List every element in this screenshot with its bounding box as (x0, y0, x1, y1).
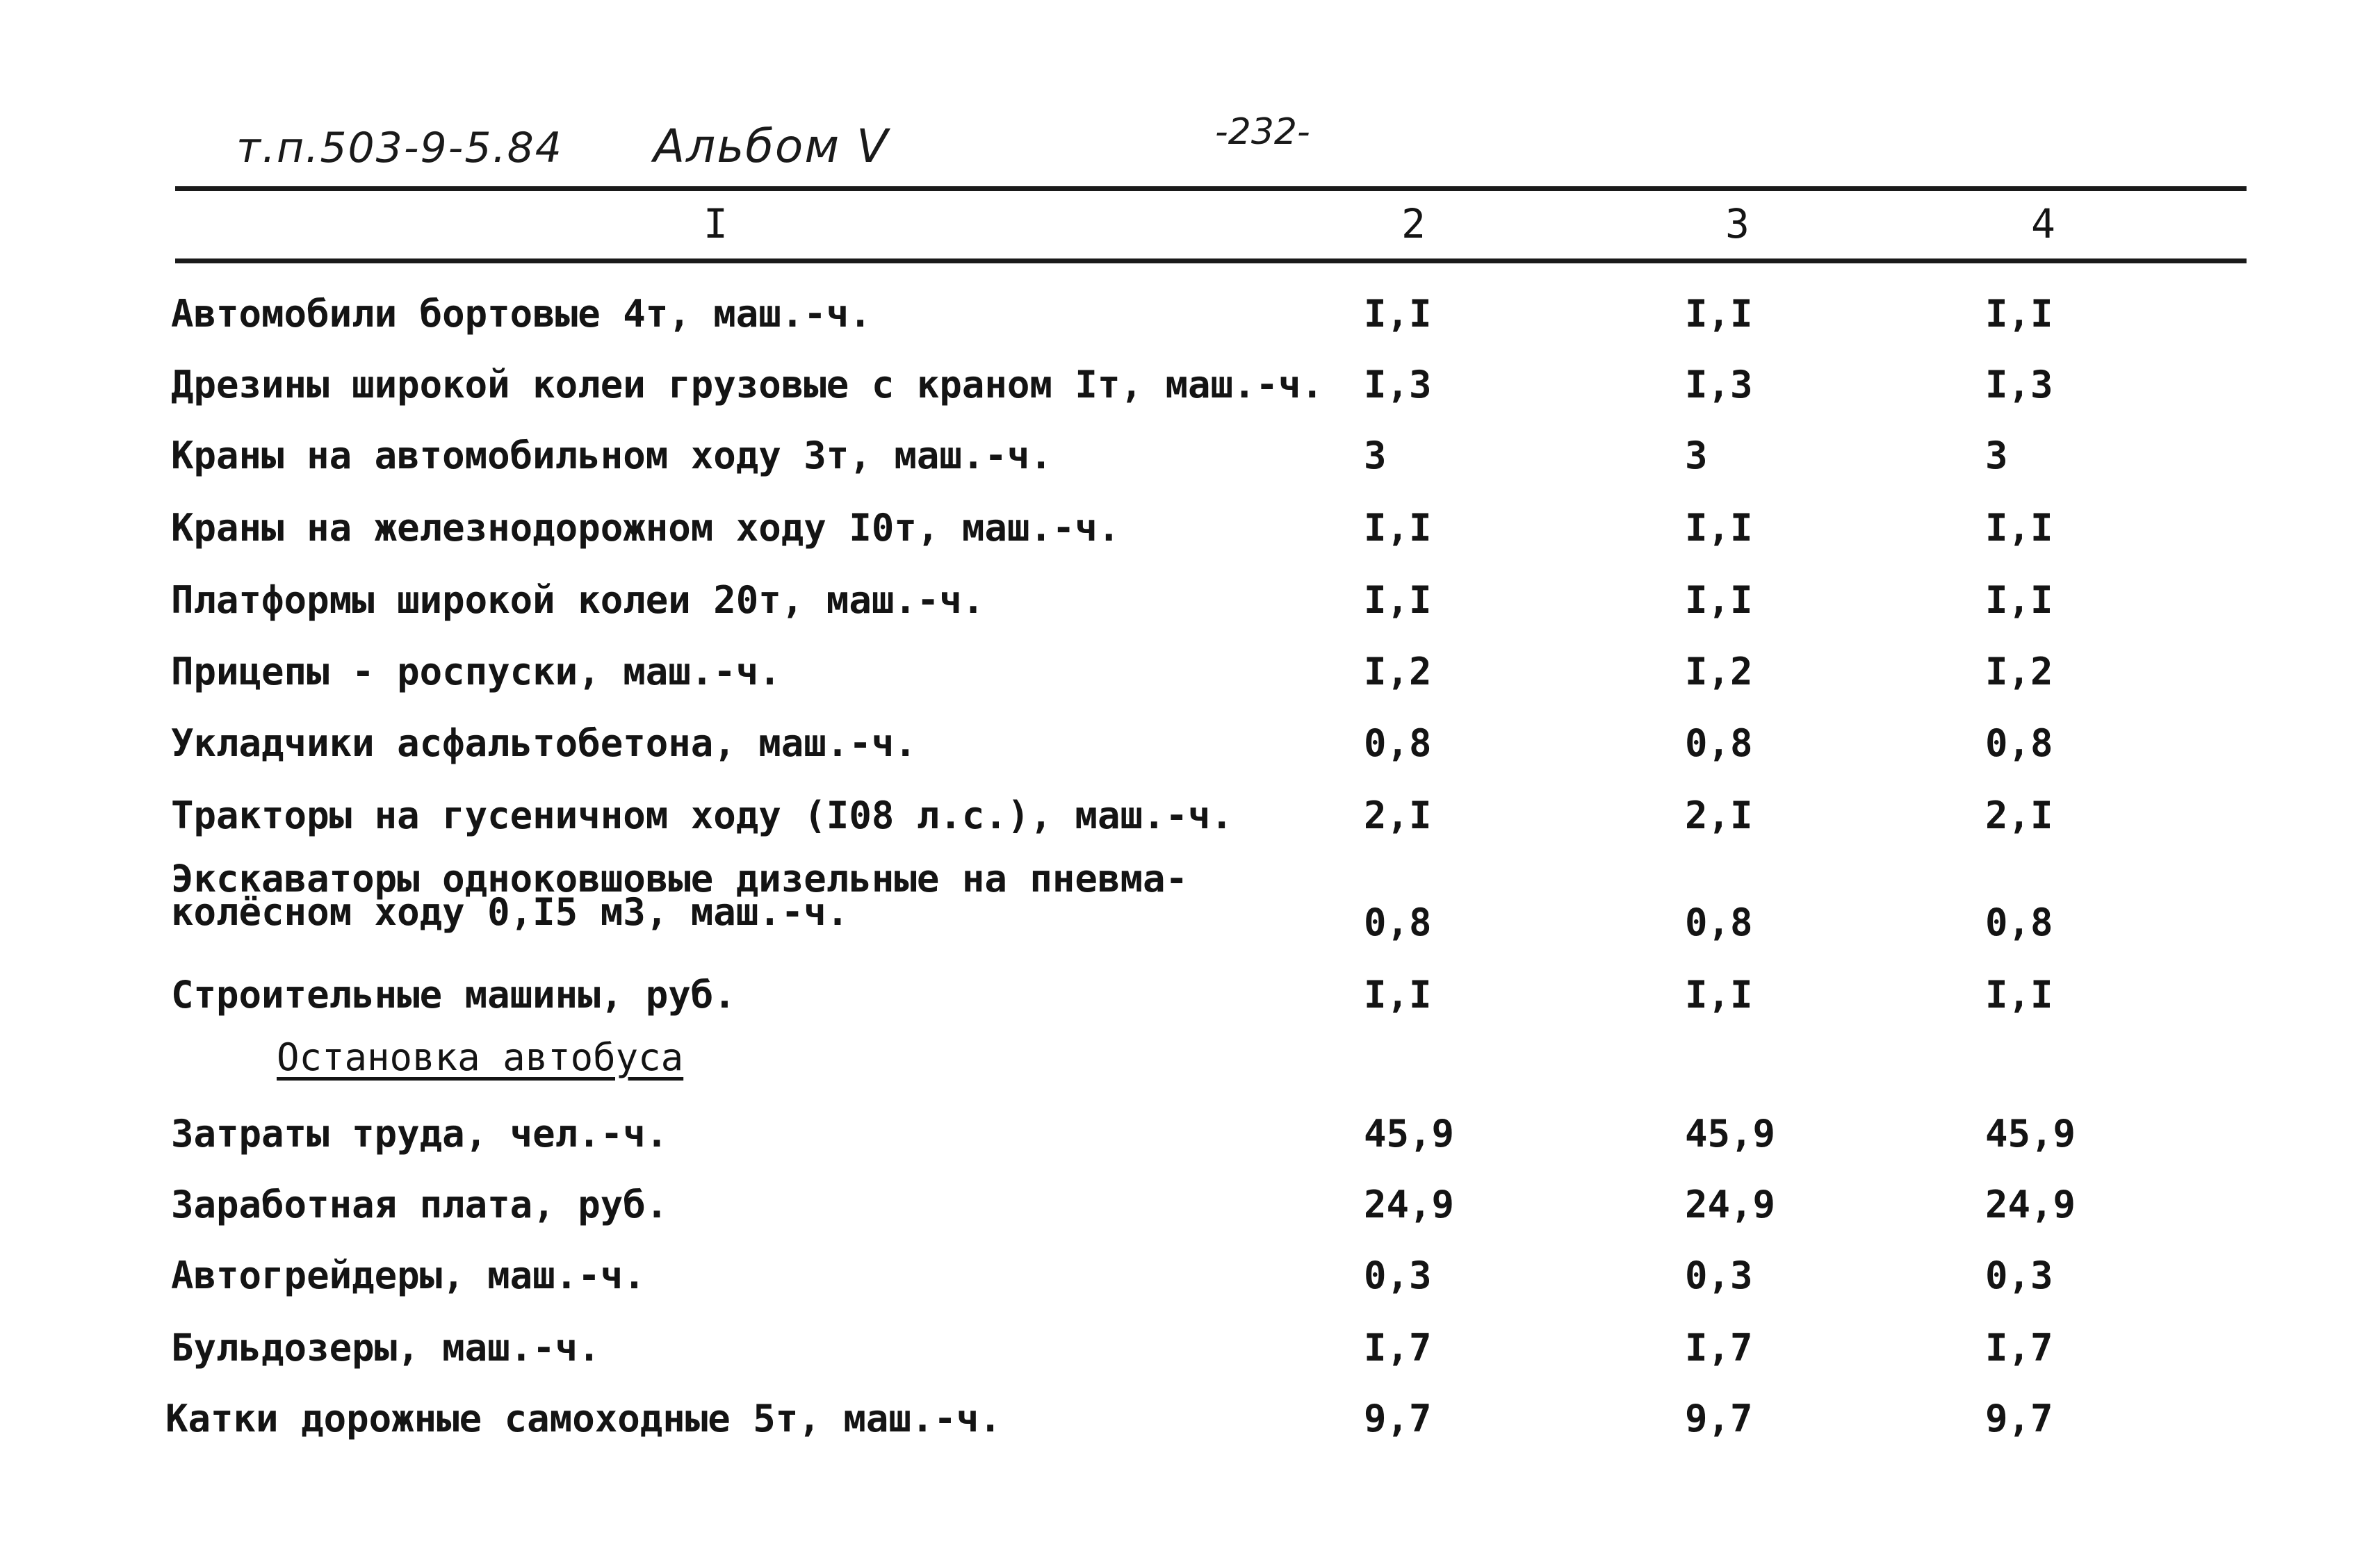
cell-col2: I,I (1364, 292, 1432, 336)
table-top-rule (175, 186, 2247, 191)
cell-col3: I,I (1685, 973, 1753, 1017)
cell-col3: 24,9 (1685, 1183, 1776, 1226)
cell-col3: I,I (1685, 506, 1753, 550)
table-row (0, 434, 2380, 489)
cell-col4: I,I (1985, 578, 2053, 622)
cell-col4: I,I (1985, 973, 2053, 1017)
cell-col4: 0,3 (1985, 1254, 2053, 1297)
table-row (0, 650, 2380, 705)
cell-col2: 24,9 (1364, 1183, 1455, 1226)
table-row (0, 506, 2380, 561)
cell-col2: 3 (1364, 434, 1387, 477)
cell-col2: 0,8 (1364, 721, 1432, 765)
row-label: Платформы широкой колеи 20т, маш.-ч. (171, 578, 985, 622)
row-label: Бульдозеры, маш.-ч. (171, 1326, 601, 1370)
cell-col4: I,2 (1985, 650, 2053, 693)
table-row (0, 578, 2380, 634)
table-row (0, 794, 2380, 849)
row-label-line1: Экскаваторы одноковшовые дизельные на пневма- (171, 857, 1188, 901)
cell-col3: 45,9 (1685, 1112, 1776, 1156)
cell-col4: 0,8 (1985, 721, 2053, 765)
table-row (0, 1326, 2380, 1381)
cell-col3: I,I (1685, 292, 1753, 336)
cell-col2: I,2 (1364, 650, 1432, 693)
table-row (0, 1183, 2380, 1238)
column-header-3: 3 (1725, 200, 1750, 247)
cell-col2: I,3 (1364, 363, 1432, 407)
cell-col4: 0,8 (1985, 901, 2053, 944)
row-label-line2: колёсном ходу 0,I5 м3, маш.-ч. (171, 890, 849, 934)
cell-col3: I,7 (1685, 1326, 1753, 1370)
cell-col4: 24,9 (1985, 1183, 2076, 1226)
table-row (0, 973, 2380, 1028)
cell-col3: 9,7 (1685, 1397, 1753, 1440)
page-number: -232- (1215, 111, 1310, 153)
table-row (0, 1112, 2380, 1167)
cell-col4: I,I (1985, 506, 2053, 550)
row-label: Катки дорожные самоходные 5т, маш.-ч. (165, 1397, 1002, 1440)
section-title: Остановка автобуса (277, 1035, 684, 1079)
row-label: Тракторы на гусеничном ходу (I08 л.с.), маш.-ч. (171, 794, 1234, 837)
cell-col3: I,3 (1685, 363, 1753, 407)
cell-col2: I,7 (1364, 1326, 1432, 1370)
column-header-1: I (703, 200, 728, 247)
cell-col4: 3 (1985, 434, 2008, 477)
row-label: Прицепы - роспуски, маш.-ч. (171, 650, 781, 693)
column-header-4: 4 (2031, 200, 2055, 247)
cell-col4: I,I (1985, 292, 2053, 336)
cell-col2: 0,3 (1364, 1254, 1432, 1297)
row-label: Автомобили бортовые 4т, маш.-ч. (171, 292, 872, 336)
row-label: Автогрейдеры, маш.-ч. (171, 1254, 646, 1297)
cell-col2: 0,8 (1364, 901, 1432, 944)
row-label: Строительные машины, руб. (171, 973, 736, 1017)
cell-col4: 2,I (1985, 794, 2053, 837)
cell-col2: I,I (1364, 506, 1432, 550)
row-label: Дрезины широкой колеи грузовые с краном Iт, маш.-ч. (171, 363, 1324, 407)
cell-col2: 9,7 (1364, 1397, 1432, 1440)
table-row (0, 857, 2380, 945)
row-label: Затраты труда, чел.-ч. (171, 1112, 669, 1156)
document-code: т.п.503-9-5.84 (236, 124, 563, 172)
cell-col4: I,3 (1985, 363, 2053, 407)
cell-col4: 9,7 (1985, 1397, 2053, 1440)
cell-col4: I,7 (1985, 1326, 2053, 1370)
cell-col3: 0,8 (1685, 721, 1753, 765)
table-header-rule (175, 258, 2247, 263)
row-label: Краны на автомобильном ходу 3т, маш.-ч. (171, 434, 1052, 477)
table-row (0, 1254, 2380, 1309)
table-row (0, 363, 2380, 418)
cell-col3: I,2 (1685, 650, 1753, 693)
cell-col2: I,I (1364, 578, 1432, 622)
table-row (0, 292, 2380, 347)
table-row (0, 1397, 2380, 1452)
album-label: Альбом V (653, 120, 890, 173)
cell-col2: 2,I (1364, 794, 1432, 837)
row-label: Краны на железнодорожном ходу I0т, маш.-ч. (171, 506, 1120, 550)
cell-col2: I,I (1364, 973, 1432, 1017)
cell-col3: 2,I (1685, 794, 1753, 837)
table-row (0, 721, 2380, 777)
row-label: Заработная плата, руб. (171, 1183, 669, 1226)
cell-col3: 0,8 (1685, 901, 1753, 944)
column-header-2: 2 (1401, 200, 1426, 247)
cell-col3: 3 (1685, 434, 1708, 477)
cell-col3: 0,3 (1685, 1254, 1753, 1297)
row-label: Укладчики асфальтобетона, маш.-ч. (171, 721, 917, 765)
cell-col3: I,I (1685, 578, 1753, 622)
cell-col4: 45,9 (1985, 1112, 2076, 1156)
cell-col2: 45,9 (1364, 1112, 1455, 1156)
